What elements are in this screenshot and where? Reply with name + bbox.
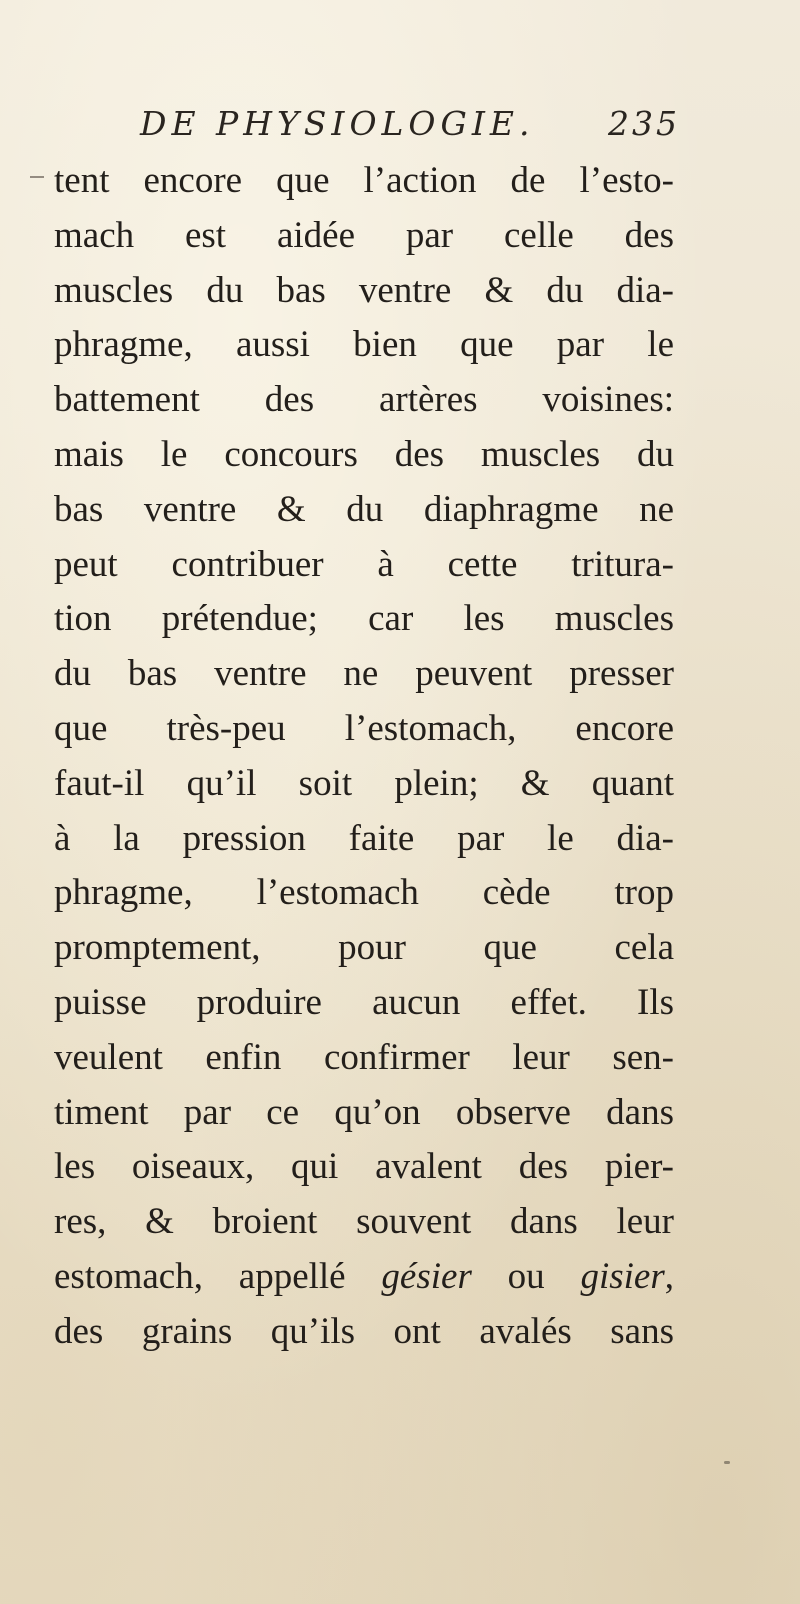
- text-line: du bas ventre ne peuvent presser: [54, 653, 674, 695]
- text-line: mach est aidée par celle des: [54, 214, 674, 256]
- text-segment: ou: [471, 1255, 581, 1297]
- text-line: phragme, l’estomach cède trop: [54, 872, 674, 914]
- text-line: des grains qu’ils ont avalés sans: [54, 1310, 674, 1352]
- text-line: phragme, aussi bien que par le: [54, 324, 674, 366]
- text-line: veulent enfin confirmer leur sen-: [54, 1036, 674, 1078]
- text-line: bas ventre & du diaphragme ne: [54, 488, 674, 530]
- running-head: [140, 100, 680, 150]
- italic-term-gisier: gisier: [580, 1255, 665, 1297]
- text-line: mais le concours des muscles du: [54, 433, 674, 475]
- text-line: promptement, pour que cela: [54, 927, 674, 969]
- text-line: puisse produire aucun effet. Ils: [54, 981, 674, 1023]
- paper-speck: [724, 1461, 730, 1464]
- running-head-title: DE PHYSIOLOGIE.: [140, 104, 535, 143]
- text-line: tent encore que l’action de l’esto-: [54, 160, 674, 201]
- text-line: que très-peu l’estomach, encore: [54, 707, 674, 749]
- text-segment: ,: [664, 1255, 674, 1297]
- text-line-mixed: [54, 1250, 674, 1305]
- margin-mark: [30, 176, 44, 178]
- text-line: tion prétendue; car les muscles: [54, 598, 674, 640]
- text-line: faut-il qu’il soit plein; & quant: [54, 762, 674, 804]
- text-line: peut contribuer à cette tritura-: [54, 543, 674, 585]
- text-segment: estomach, appellé: [54, 1255, 382, 1297]
- body-text: [54, 154, 674, 1360]
- text-line: res, & broient souvent dans leur: [54, 1201, 674, 1243]
- italic-term-gesier: gésier: [381, 1255, 472, 1297]
- text-line: à la pression faite par le dia-: [54, 817, 674, 859]
- text-line: battement des artères voisines:: [54, 379, 674, 421]
- page-number: 235: [608, 104, 680, 143]
- text-line: timent par ce qu’on observe dans: [54, 1091, 674, 1133]
- text-line: les oiseaux, qui avalent des pier-: [54, 1146, 674, 1188]
- text-line: muscles du bas ventre & du dia-: [54, 269, 674, 311]
